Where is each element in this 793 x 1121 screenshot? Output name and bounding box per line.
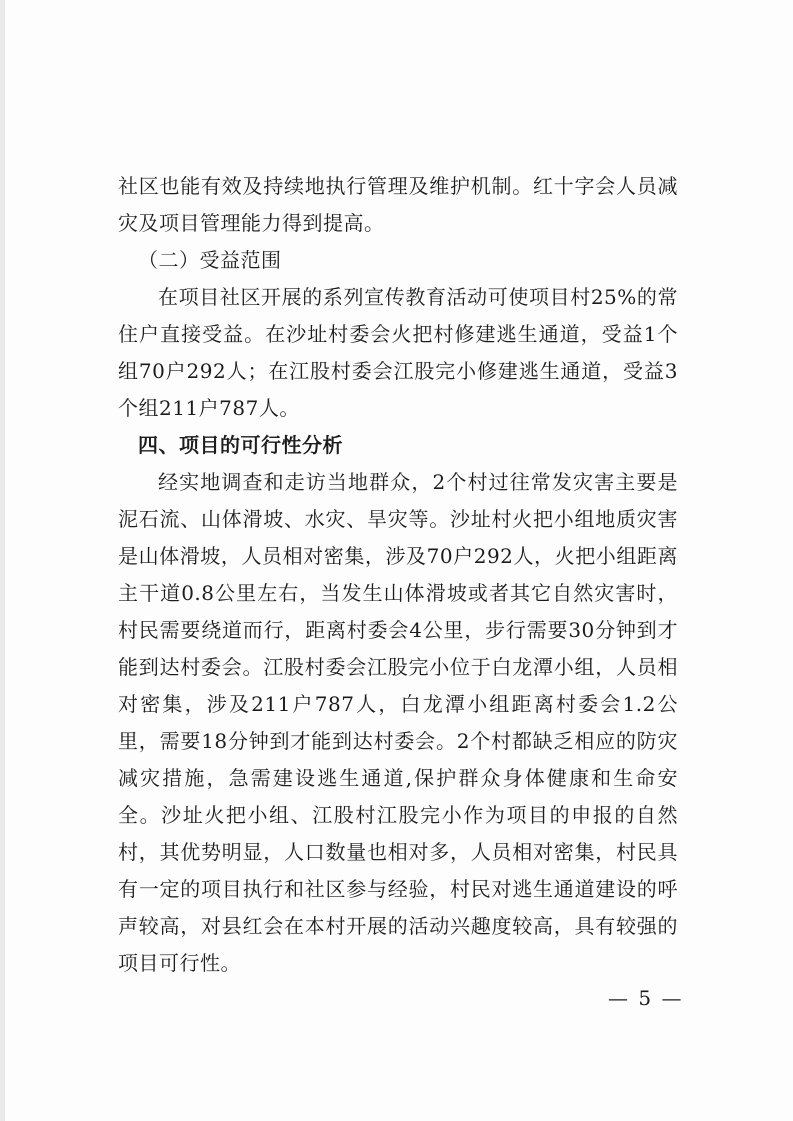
paragraph-continuation: 社区也能有效及持续地执行管理及维护机制。红十字会人员减灾及项目管理能力得到提高。 [118,174,678,235]
page-number: — 5 — [608,986,684,1010]
paragraph-feasibility: 经实地调查和走访当地群众，2个村过往常发灾害主要是泥石流、山体滑坡、水灾、旱灾等。沙址村火把小组地质灾害是山体滑坡，人员相对密集，涉及70户292人，火把小组距离主干道0.8公里左右，当发生山体滑坡或者其它自然灾害时，村民需要绕道而行，距离村委会4公里，步行需要30分钟到才能到达村委会。江股村委会江股完小位于白龙潭小组，人员相对密集，涉及211户787人，白龙潭小组距离村委会1.2公里，需要18分钟到才能到达村委会。2个村都缺乏相应的防灾减灾措施，急需建设逃生通道,保护群众身体健康和生命安全。沙址火把小组、江股村江股完小作为项目的申报的自然村，其优势明显，人口数量也相对多，人员相对密集，村民具有一定的项目执行和社区参与经验，村民对逃生通道建设的呼声较高，对县红会在本村开展的活动兴趣度较高，具有较强的项目可行性。 [118,470,678,975]
section-heading: 四、项目的可行性分析 [138,433,343,457]
subsection-heading: （二）受益范围 [138,248,282,272]
scan-edge [0,0,5,1121]
paragraph-beneficiaries: 在项目社区开展的系列宣传教育活动可使项目村25%的常住户直接受益。在沙址村委会火把村修建逃生通道，受益1个组70户292人；在江股村委会江股完小修建逃生通道，受益3个组211户787人。 [118,285,678,420]
document-body [118,168,678,982]
